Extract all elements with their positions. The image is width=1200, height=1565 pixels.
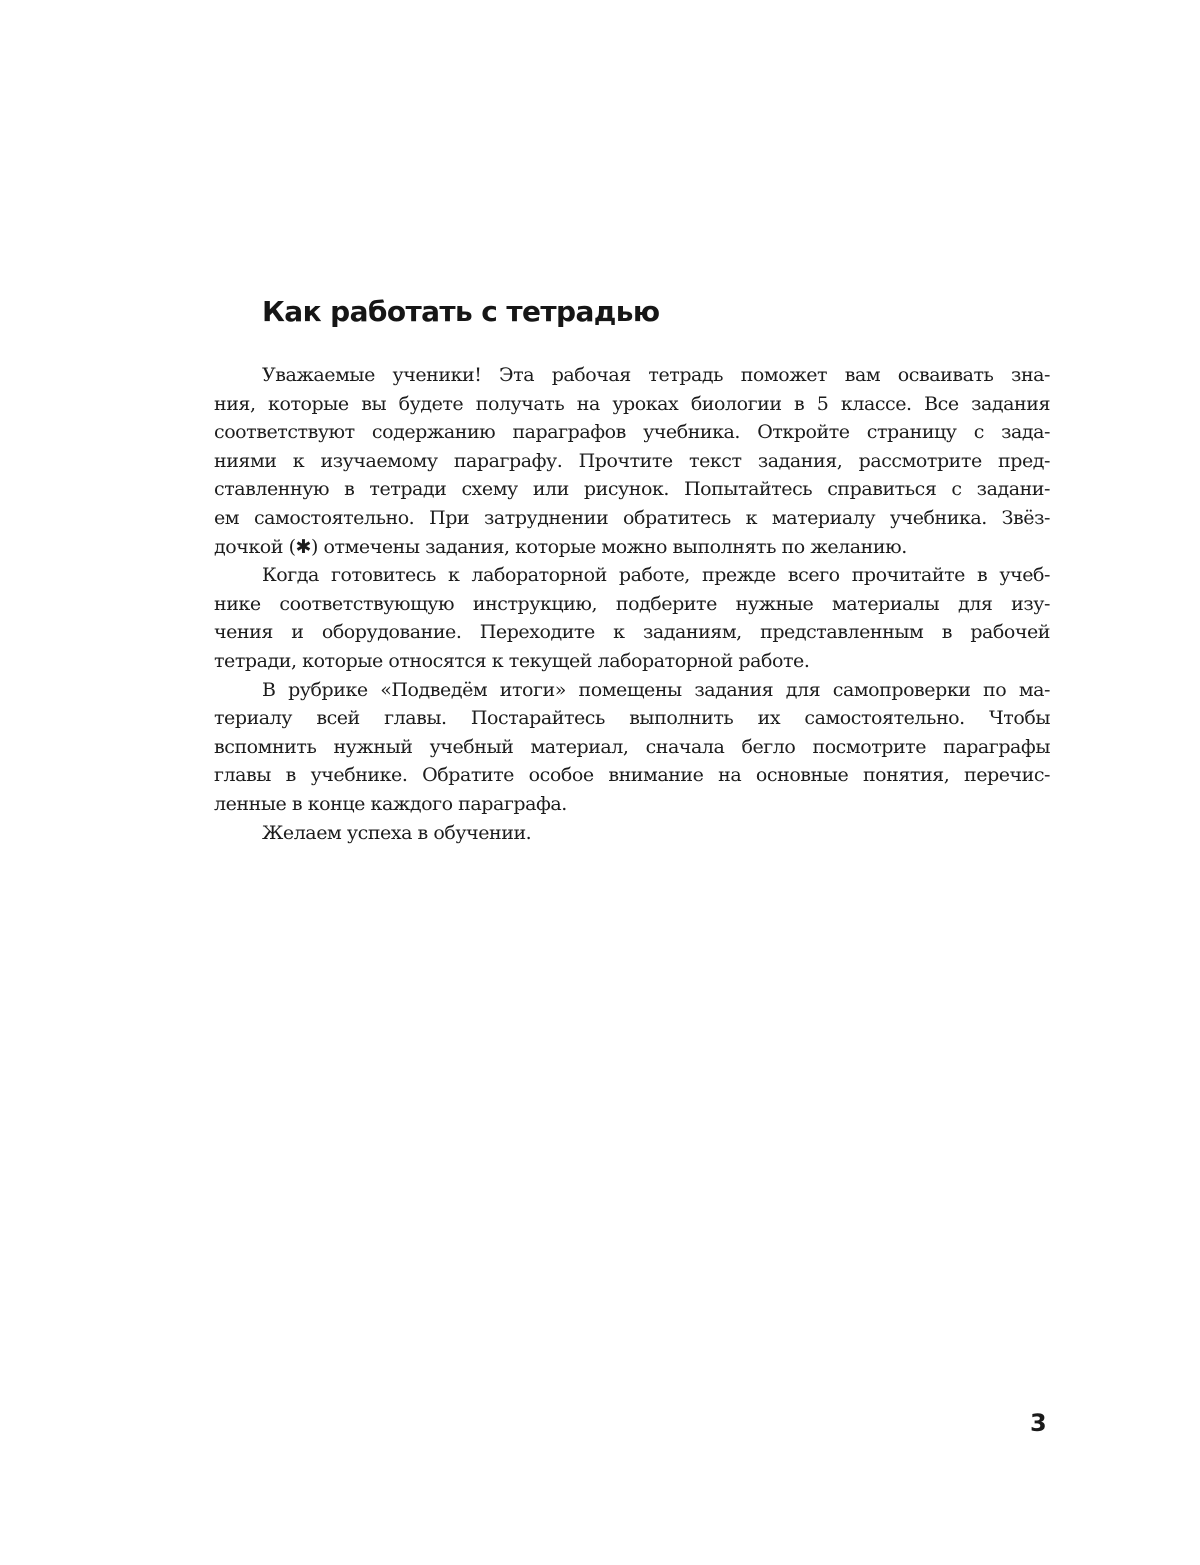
text-line: чения и оборудование. Переходите к заданиям, представленным в рабочей	[214, 621, 1050, 644]
body-text	[214, 361, 1050, 847]
text-line: тетради, которые относятся к текущей лабораторной работе.	[214, 649, 810, 672]
text-line: соответствуют содержанию параграфов учебника. Откройте страницу с зада-	[214, 421, 1050, 444]
text-line: В рубрике «Подведём итоги» помещены задания для самопроверки по ма-	[262, 678, 1050, 701]
page-number: 3	[1030, 1409, 1047, 1437]
text-line: дочкой (✱) отмечены задания, которые можно выполнять по желанию.	[214, 535, 907, 558]
text-line: териалу всей главы. Постарайтесь выполнить их самостоятельно. Чтобы	[214, 707, 1050, 730]
text-line: ставленную в тетради схему или рисунок. Попытайтесь справиться с задани-	[214, 478, 1050, 501]
paragraph-wishes	[214, 819, 1050, 848]
text-line: главы в учебнике. Обратите особое внимание на основные понятия, перечис-	[214, 764, 1050, 787]
text-line: ленные в конце каждого параграфа.	[214, 792, 567, 815]
text-line: нике соответствующую инструкцию, подберите нужные материалы для изу-	[214, 592, 1050, 615]
paragraph-summary	[214, 676, 1050, 819]
text-line: Когда готовитесь к лабораторной работе, прежде всего прочитайте в учеб-	[262, 564, 1050, 587]
text-line: Желаем успеха в обучении.	[262, 821, 532, 844]
text-line: ем самостоятельно. При затруднении обратитесь к материалу учебника. Звёз-	[214, 506, 1050, 529]
text-line: ния, которые вы будете получать на уроках биологии в 5 классе. Все задания	[214, 392, 1050, 415]
paragraph-intro	[214, 361, 1050, 561]
paragraph-lab-work	[214, 561, 1050, 675]
text-line: ниями к изучаемому параграфу. Прочтите текст задания, рассмотрите пред-	[214, 449, 1050, 472]
text-line: вспомнить нужный учебный материал, сначала бегло посмотрите параграфы	[214, 735, 1050, 758]
text-line: Уважаемые ученики! Эта рабочая тетрадь поможет вам осваивать зна-	[262, 364, 1050, 386]
page-title: Как работать с тетрадью	[262, 295, 660, 328]
